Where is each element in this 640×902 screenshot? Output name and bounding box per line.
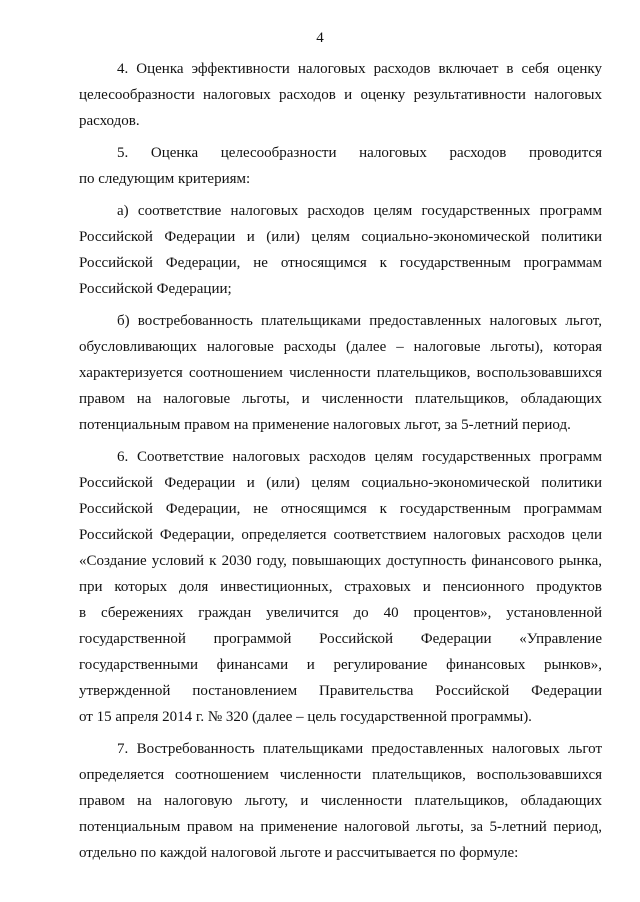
paragraph-p4: [79, 56, 602, 134]
text-line: правом на налоговые льготы, и численности плательщиков, обладающих: [79, 391, 602, 407]
text-line: государственными финансами и регулирование финансовых рынков»,: [79, 657, 602, 673]
text-line: по следующим критериям:: [79, 171, 251, 187]
text-line: характеризуется соотношением численности плательщиков, воспользовавшихся: [79, 365, 602, 381]
text-line: а) соответствие налоговых расходов целям государственных программ: [117, 203, 602, 219]
text-line: 4. Оценка эффективности налоговых расходов включает в себя оценку: [117, 61, 602, 77]
text-line: Российской Федерации;: [79, 281, 232, 297]
paragraph-p5a: [79, 198, 602, 302]
page-number: 4: [316, 30, 324, 46]
text-line: обусловливающих налоговые расходы (далее – налоговые льготы), которая: [79, 339, 602, 355]
text-line: потенциальным правом на применение налоговой льготы, за 5-летний период,: [79, 819, 602, 835]
paragraph-p5b: [79, 308, 602, 438]
paragraph-p5: [79, 140, 602, 192]
text-line: Российской Федерации, не относящимся к государственным программам: [79, 255, 602, 271]
text-line: определяется соотношением численности плательщиков, воспользовавшихся: [79, 767, 602, 783]
paragraph-p6: [79, 444, 602, 730]
text-line: Российской Федерации, не относящимся к государственным программам: [79, 501, 602, 517]
text-line: Российской Федерации и (или) целям социально-экономической политики: [79, 475, 602, 491]
text-line: государственной программой Российской Федерации «Управление: [79, 631, 602, 647]
text-line: правом на налоговую льготу, и численности плательщиков, обладающих: [79, 793, 602, 809]
text-line: от 15 апреля 2014 г. № 320 (далее – цель государственной программы).: [79, 709, 532, 725]
text-line: целесообразности налоговых расходов и оценку результативности налоговых: [79, 87, 602, 103]
text-line: при которых доля инвестиционных, страховых и пенсионного продуктов: [79, 579, 602, 595]
text-line: отдельно по каждой налоговой льготе и рассчитывается по формуле:: [79, 845, 519, 861]
text-line: Российской Федерации, определяется соответствием налоговых расходов цели: [79, 527, 602, 543]
text-line: «Создание условий к 2030 году, повышающих доступность финансового рынка,: [79, 553, 602, 569]
text-line: утвержденной постановлением Правительства Российской Федерации: [79, 683, 602, 699]
text-line: в сбережениях граждан увеличится до 40 процентов», установленной: [79, 605, 602, 621]
text-line: потенциальным правом на применение налоговых льгот, за 5-летний период.: [79, 417, 571, 433]
text-line: 7. Востребованность плательщиками предоставленных налоговых льгот: [117, 741, 602, 757]
text-line: 5. Оценка целесообразности налоговых расходов проводится: [117, 145, 602, 161]
paragraph-p7: [79, 736, 602, 866]
text-line: б) востребованность плательщиками предоставленных налоговых льгот,: [117, 313, 602, 329]
text-line: Российской Федерации и (или) целям социально-экономической политики: [79, 229, 602, 245]
document-body: [79, 56, 602, 872]
text-line: 6. Соответствие налоговых расходов целям государственных программ: [117, 449, 602, 465]
text-line: расходов.: [79, 113, 140, 129]
